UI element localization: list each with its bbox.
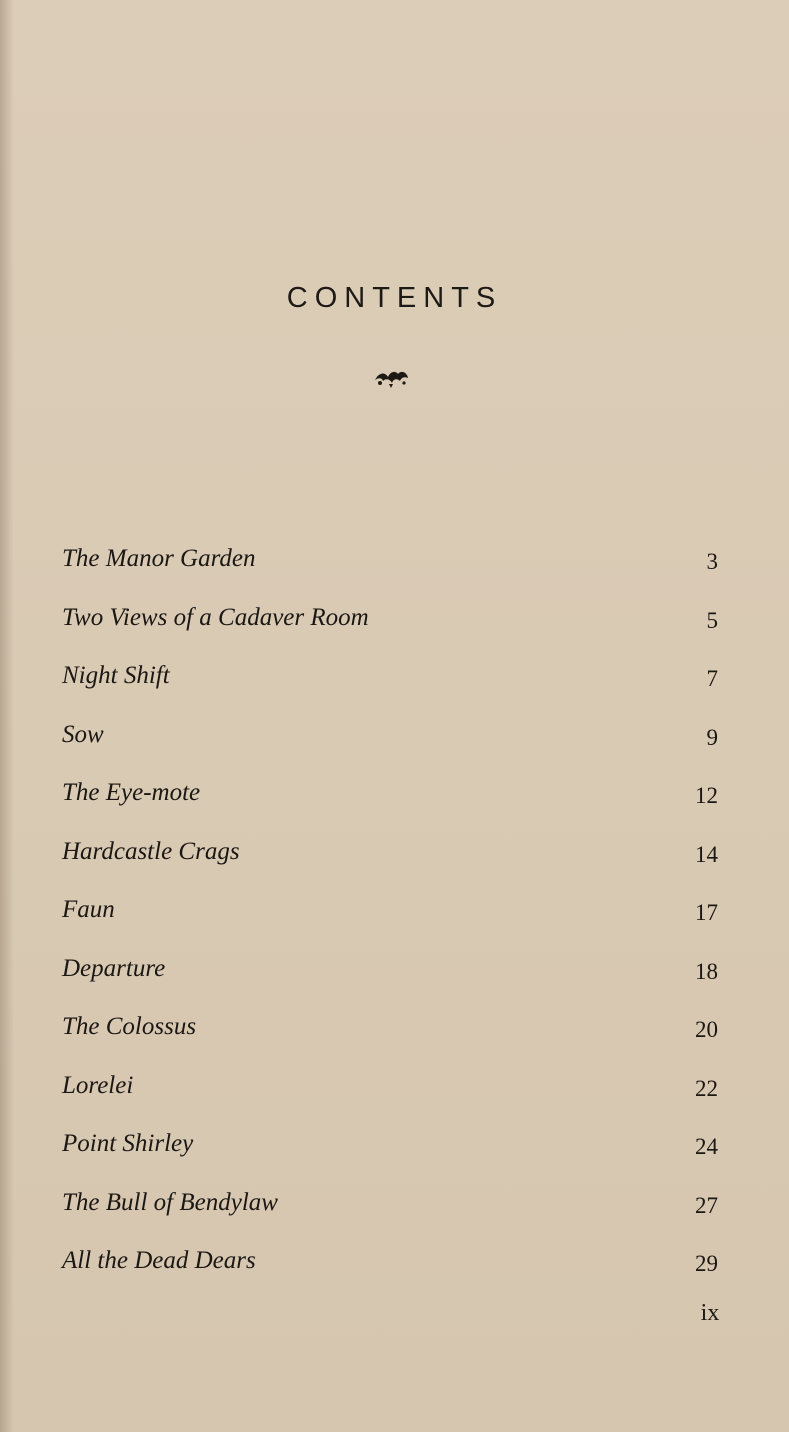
toc-entry-page: 24: [695, 1134, 718, 1159]
toc-entry-page: 22: [695, 1075, 718, 1101]
toc-entry-title: The Manor Garden: [62, 545, 256, 572]
toc-entry[interactable]: [62, 662, 722, 721]
page-folio: ix: [700, 1300, 720, 1326]
toc-entry-title: Two Views of a Cadaver Room: [62, 603, 369, 631]
toc-entry-page: 17: [695, 900, 718, 925]
toc-entry-title: Lorelei: [62, 1071, 134, 1099]
fleuron-icon: [371, 366, 411, 390]
toc-entry[interactable]: [62, 604, 722, 663]
toc-entry-title: The Bull of Bendylaw: [62, 1188, 278, 1216]
toc-entry-title: Sow: [62, 720, 104, 748]
toc-entry-title: All the Dead Dears: [62, 1247, 256, 1274]
toc-entry[interactable]: [62, 1130, 722, 1189]
toc-entry-page: 7: [706, 666, 718, 691]
spine-shadow: [0, 0, 14, 1432]
toc-entry[interactable]: [62, 1247, 722, 1306]
contents-list: [62, 545, 722, 1306]
toc-entry[interactable]: [62, 955, 722, 1014]
toc-entry-page: 20: [695, 1017, 718, 1042]
toc-entry-title: The Eye-mote: [62, 779, 201, 806]
toc-entry-page: 3: [706, 549, 718, 574]
toc-entry[interactable]: [62, 896, 722, 955]
toc-entry-title: Hardcastle Crags: [62, 837, 240, 865]
toc-entry-title: Departure: [62, 954, 166, 982]
toc-entry[interactable]: [62, 1072, 722, 1131]
toc-entry-page: 5: [706, 607, 718, 633]
toc-entry-page: 12: [695, 783, 718, 808]
toc-entry-page: 27: [695, 1192, 718, 1218]
toc-entry-page: 18: [695, 958, 718, 984]
toc-entry[interactable]: [62, 545, 722, 604]
toc-entry-page: 9: [706, 724, 718, 750]
toc-entry-title: The Colossus: [62, 1013, 197, 1040]
toc-entry[interactable]: [62, 838, 722, 897]
toc-entry-page: 29: [695, 1251, 718, 1276]
toc-entry[interactable]: [62, 1189, 722, 1248]
toc-entry[interactable]: [62, 1013, 722, 1072]
toc-entry-page: 14: [695, 841, 718, 867]
toc-entry[interactable]: [62, 779, 722, 838]
contents-heading: CONTENTS: [286, 282, 503, 314]
toc-entry[interactable]: [62, 721, 722, 780]
toc-entry-title: Faun: [62, 896, 115, 923]
toc-entry-title: Night Shift: [62, 662, 170, 689]
toc-entry-title: Point Shirley: [62, 1130, 194, 1157]
